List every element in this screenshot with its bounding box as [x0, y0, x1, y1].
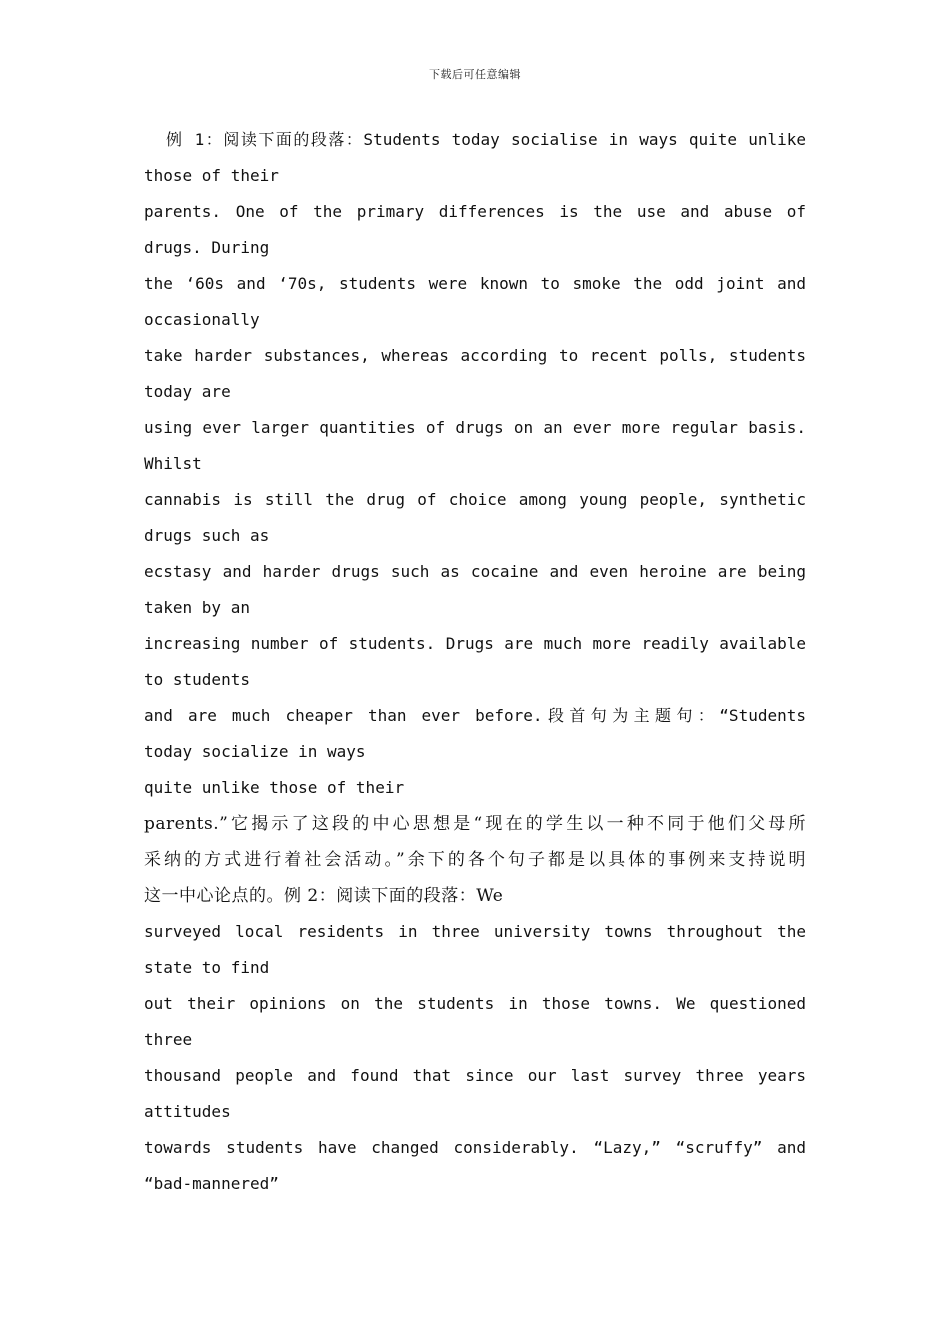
text-line: state to find	[144, 958, 270, 977]
text-line: 这一中心论点的。例 2：阅读下面的段落：We	[144, 886, 504, 906]
text-line: cannabis is still the drug of choice among young people, synthetic	[144, 490, 806, 509]
text-line: surveyed local residents in three university towns throughout the	[144, 922, 806, 941]
text-line: taken by an	[144, 598, 250, 617]
text-line: today are	[144, 382, 231, 401]
text-line: Whilst	[144, 454, 202, 473]
text-line: “bad-mannered”	[144, 1174, 279, 1193]
text-line: those of their	[144, 166, 279, 185]
page-header: 下载后可任意编辑	[429, 68, 521, 81]
text-line: increasing number of students. Drugs are much more readily available	[144, 634, 806, 653]
text-line: occasionally	[144, 310, 260, 329]
text-line: attitudes	[144, 1102, 231, 1121]
text-line: out their opinions on the students in those towns. We questioned	[144, 994, 806, 1013]
text-line: thousand people and found that since our last survey three years	[144, 1066, 806, 1085]
text-line: ecstasy and harder drugs such as cocaine and even heroine are being	[144, 562, 806, 581]
text-line: drugs such as	[144, 526, 270, 545]
text-line: three	[144, 1030, 193, 1049]
text-line: drugs. During	[144, 238, 270, 257]
text-line: quite unlike those of their	[144, 778, 405, 797]
text-line: and are much cheaper than ever before.段首句为主题句：“Students	[144, 706, 806, 725]
body-text	[144, 122, 806, 1202]
text-line: 采纳的方式进行着社会活动。”余下的各个句子都是以具体的事例来支持说明	[144, 850, 806, 870]
text-line: take harder substances, whereas according to recent polls, students	[144, 346, 806, 365]
text-line: parents.”它揭示了这段的中心思想是“现在的学生以一种不同于他们父母所	[144, 814, 806, 834]
text-line: towards students have changed considerably. “Lazy,” “scruffy” and	[144, 1138, 806, 1157]
text-line: using ever larger quantities of drugs on an ever more regular basis.	[144, 418, 806, 437]
text-line: 例 1：阅读下面的段落：Students today socialise in ways quite unlike	[166, 130, 806, 149]
text-line: today socialize in ways	[144, 742, 366, 761]
text-line: to students	[144, 670, 250, 689]
text-line: parents. One of the primary differences is the use and abuse of	[144, 202, 806, 221]
text-line: the ‘60s and ‘70s, students were known to smoke the odd joint and	[144, 274, 806, 293]
